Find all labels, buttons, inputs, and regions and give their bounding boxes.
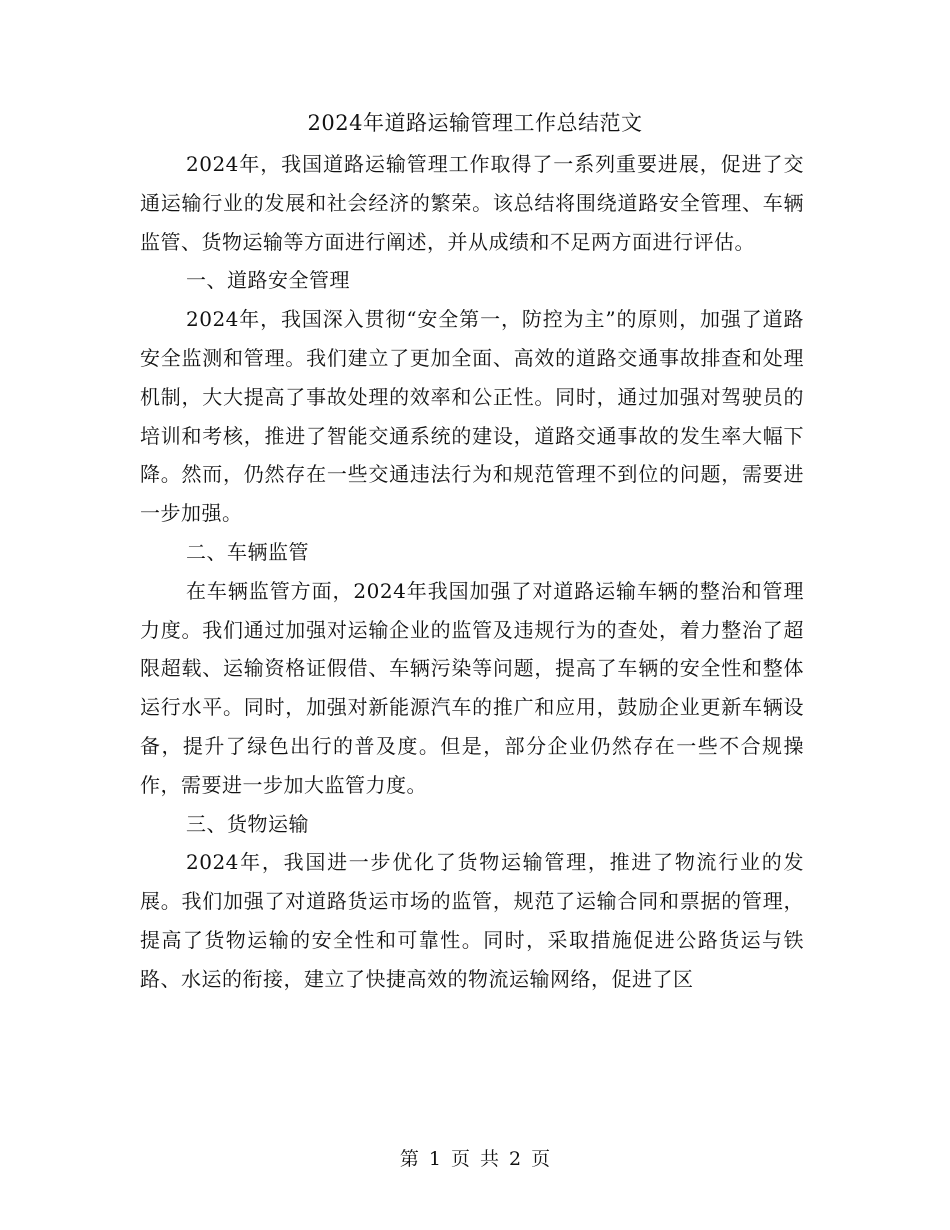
section-heading-vehicle-supervision: 二、车辆监管 [186,539,309,564]
document-body [140,145,804,999]
vehicle-supervision-paragraph: 在车辆监管方面，2024年我国加强了对道路运输车辆的整治和管理力度。我们通过加强对运输企业的监管及违规行为的查处，着力整治了超限超载、运输资格证假借、车辆污染等问题，提高了车辆的安全性和整体运行水平。同时，加强对新能源汽车的推广和应用，鼓励企业更新车辆设备，提升了绿色出行的普及度。但是，部分企业仍然存在一些不合规操作，需要进一步加大监管力度。 [140,578,804,797]
freight-transport-paragraph: 2024年，我国进一步优化了货物运输管理，推进了物流行业的发展。我们加强了对道路货运市场的监管，规范了运输合同和票据的管理，提高了货物运输的安全性和可靠性。同时，采取措施促进公路货运与铁路、水运的衔接，建立了快捷高效的物流运输网络，促进了区 [140,850,804,991]
page-footer: 第 1 页 共 2 页 [399,1148,551,1170]
section-heading-freight-transport: 三、货物运输 [186,811,309,836]
document-title: 2024年道路运输管理工作总结范文 [307,111,643,135]
road-safety-paragraph: 2024年，我国深入贯彻“安全第一，防控为主”的原则，加强了道路安全监测和管理。我们建立了更加全面、高效的道路交通事故排查和处理机制，大大提高了事故处理的效率和公正性。同时，通过加强对驾驶员的培训和考核，推进了智能交通系统的建设，道路交通事故的发生率大幅下降。然而，仍然存在一些交通违法行为和规范管理不到位的问题，需要进一步加强。 [140,307,804,526]
intro-paragraph: 2024年，我国道路运输管理工作取得了一系列重要进展，促进了交通运输行业的发展和社会经济的繁荣。该总结将围绕道路安全管理、车辆监管、货物运输等方面进行阐述，并从成绩和不足两方面进行评估。 [140,152,804,254]
section-heading-road-safety: 一、道路安全管理 [186,268,350,293]
